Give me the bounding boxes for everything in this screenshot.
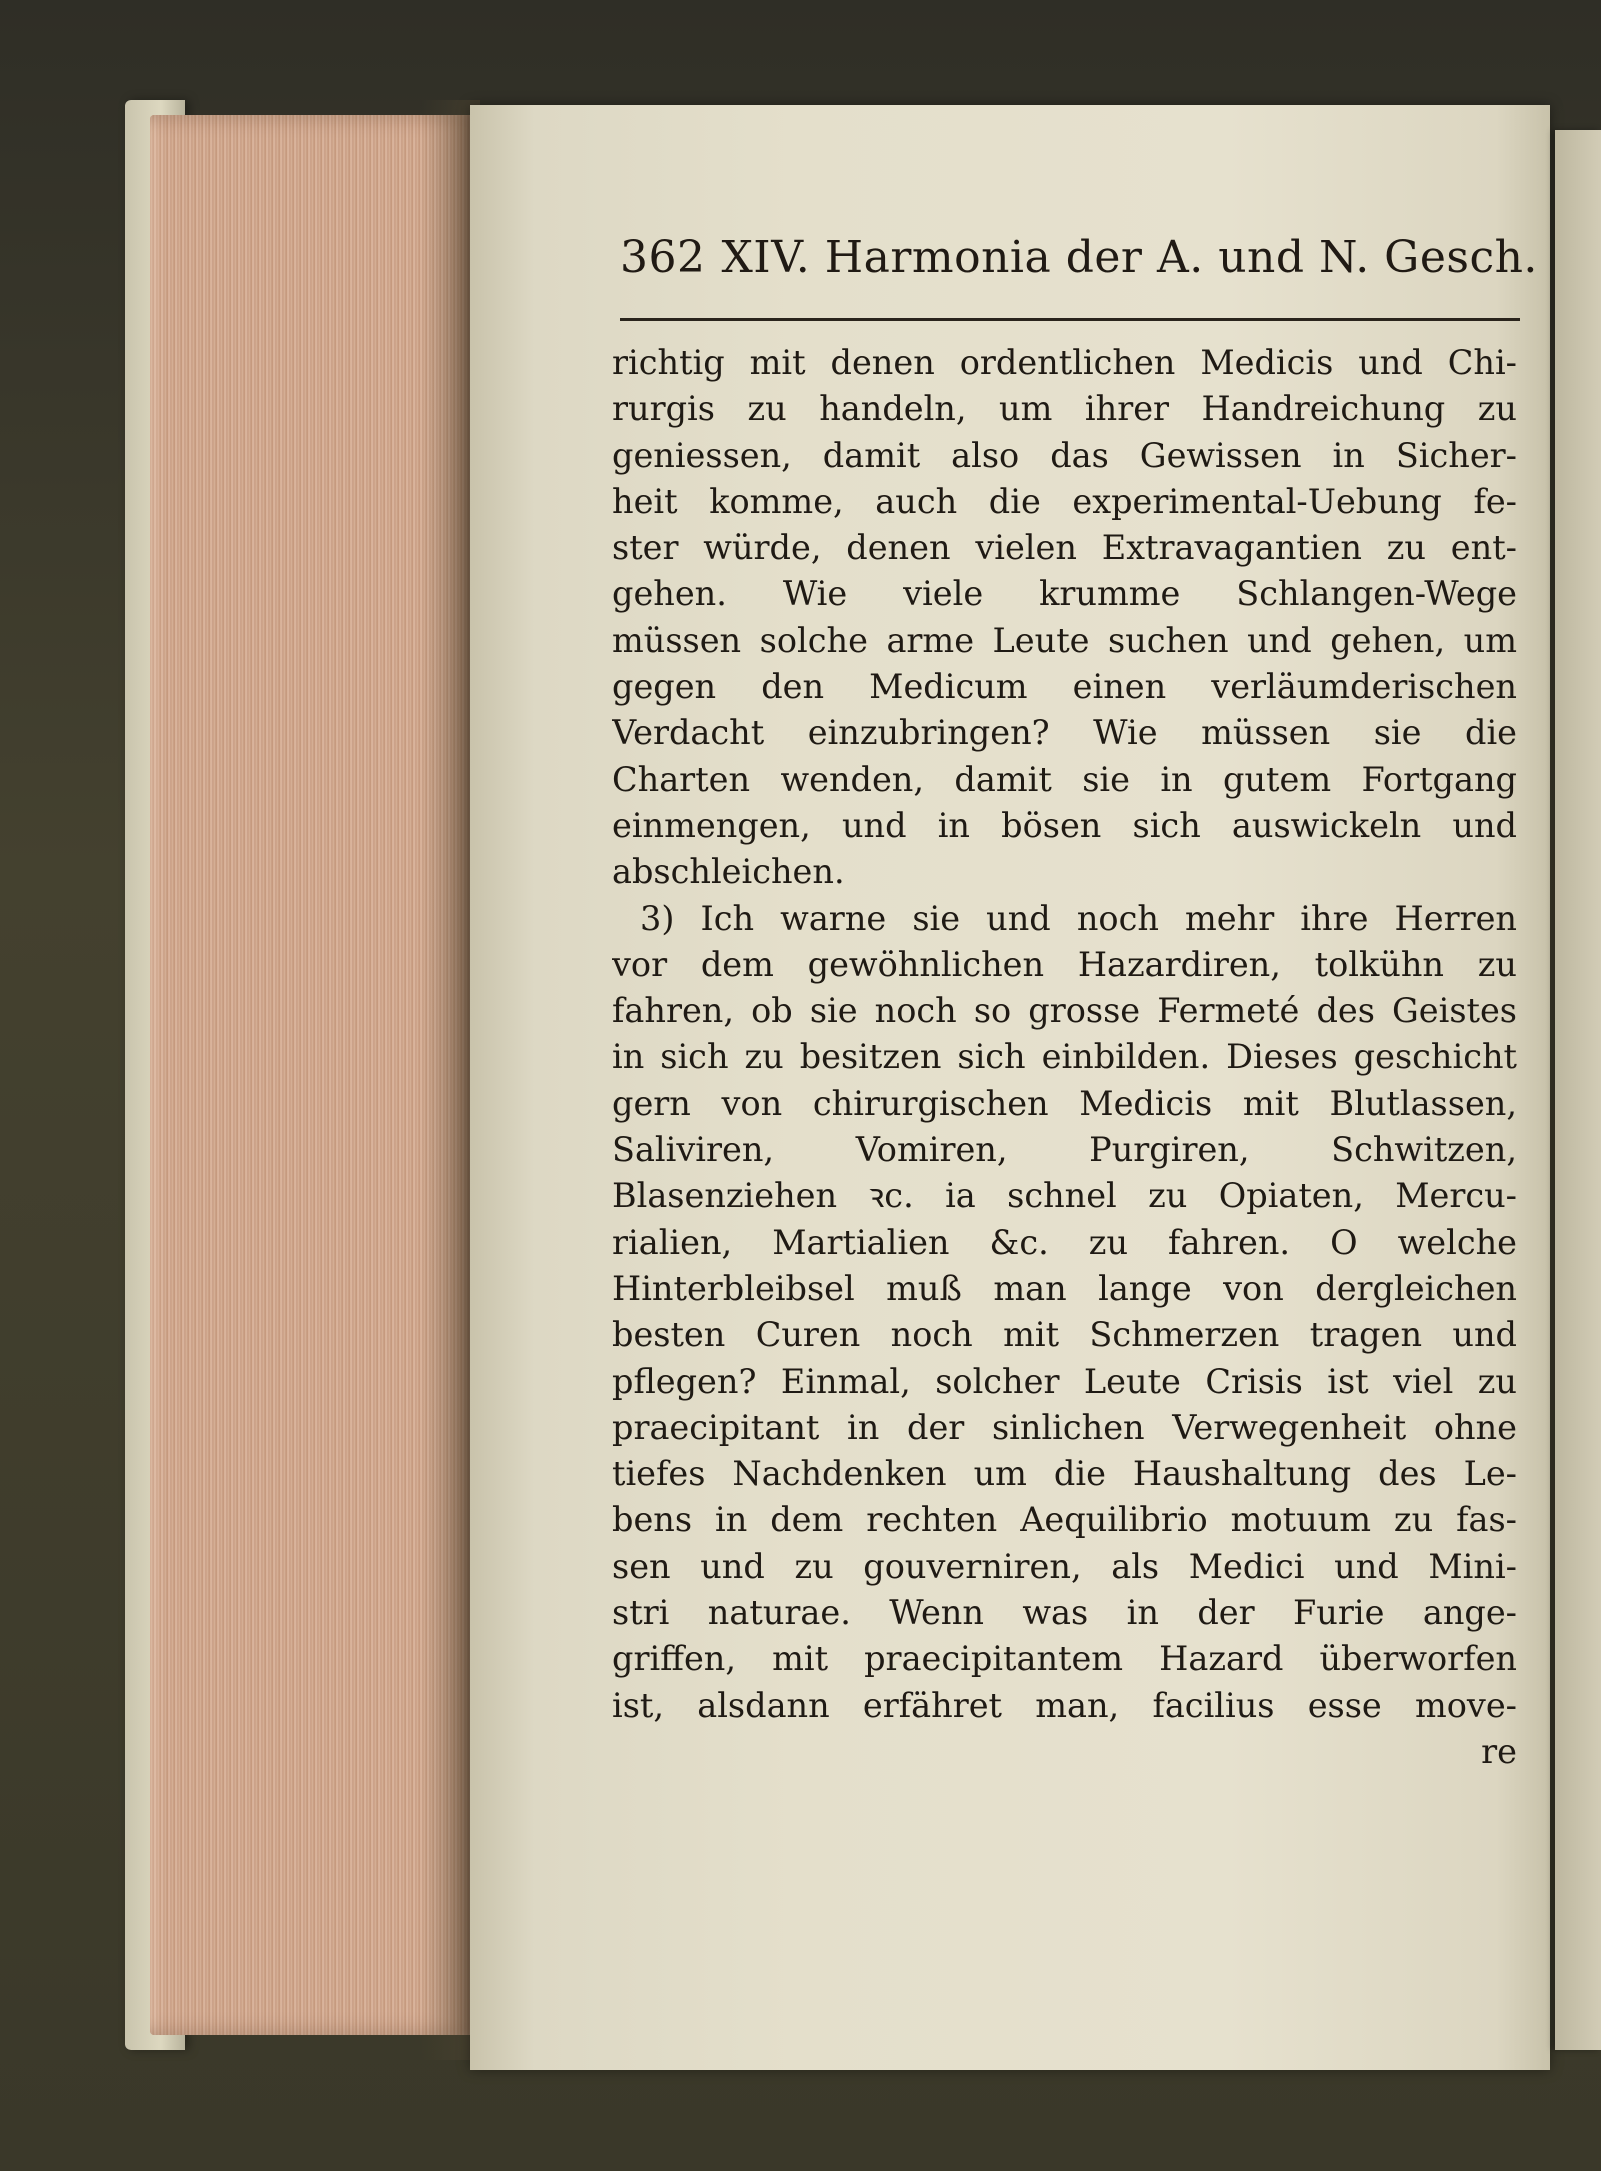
facing-page-edge: [1555, 130, 1601, 2050]
text-line: griffen, mit praecipitantem Hazard überworfen: [612, 1639, 1517, 1679]
text-line: geniessen, damit also das Gewissen in Sicher-: [612, 435, 1517, 475]
text-line: Verdacht einzubringen? Wie müssen sie die: [612, 713, 1517, 753]
text-line: bens in dem rechten Aequilibrio motuum zu fas-: [612, 1500, 1517, 1540]
body-text: [612, 340, 1517, 1775]
text-line: rialien, Martialien &c. zu fahren. O welche: [612, 1222, 1517, 1262]
text-line: praecipitant in der sinlichen Verwegenheit ohne: [612, 1407, 1517, 1447]
text-line: müssen solche arme Leute suchen und gehen, um: [612, 620, 1517, 660]
text-line: abschleichen.: [612, 852, 845, 892]
catchword: re: [1481, 1731, 1517, 1771]
text-line: 3) Ich warne sie und noch mehr ihre Herren: [640, 898, 1517, 938]
text-line: ist, alsdann erfähret man, facilius esse move-: [612, 1685, 1517, 1725]
text-line: Charten wenden, damit sie in gutem Fortgang: [612, 759, 1517, 799]
text-line: gern von chirurgischen Medicis mit Blutlassen,: [612, 1083, 1517, 1123]
text-line: Hinterbleibsel muß man lange von dergleichen: [612, 1268, 1517, 1308]
text-line: gegen den Medicum einen verläumderischen: [612, 667, 1517, 707]
text-line: heit komme, auch die experimental-Uebung fe-: [612, 481, 1517, 521]
text-line: tiefes Nachdenken um die Haushaltung des Le-: [612, 1454, 1517, 1494]
text-line: vor dem gewöhnlichen Hazardiren, tolkühn zu: [612, 944, 1517, 984]
text-line: Blasenziehen ꝛc. ia schnel zu Opiaten, Mercu-: [612, 1176, 1517, 1216]
text-line: stri naturae. Wenn was in der Furie ange-: [612, 1593, 1517, 1633]
text-line: rurgis zu handeln, um ihrer Handreichung zu: [612, 389, 1517, 429]
text-line: einmengen, und in bösen sich auswickeln und: [612, 805, 1517, 845]
header-rule: [620, 318, 1520, 321]
text-line: richtig mit denen ordentlichen Medicis und Chi-: [612, 343, 1517, 382]
running-head: [620, 232, 1538, 302]
text-line: pflegen? Einmal, solcher Leute Crisis ist viel zu: [612, 1361, 1517, 1401]
text-line: besten Curen noch mit Schmerzen tragen und: [612, 1315, 1517, 1355]
text-line: fahren, ob sie noch so grosse Fermeté des Geistes: [612, 991, 1517, 1031]
text-line: ster würde, denen vielen Extravagantien zu ent-: [612, 528, 1517, 568]
text-line: Saliviren, Vomiren, Purgiren, Schwitzen,: [612, 1130, 1517, 1170]
running-title: XIV. Harmonia der A. und N. Gesch.: [721, 232, 1538, 283]
page-number: 362: [620, 232, 706, 283]
text-line: gehen. Wie viele krumme Schlangen-Wege: [612, 574, 1517, 614]
text-line: sen und zu gouverniren, als Medici und Mini-: [612, 1546, 1517, 1586]
text-line: in sich zu besitzen sich einbilden. Dieses geschicht: [612, 1037, 1517, 1077]
